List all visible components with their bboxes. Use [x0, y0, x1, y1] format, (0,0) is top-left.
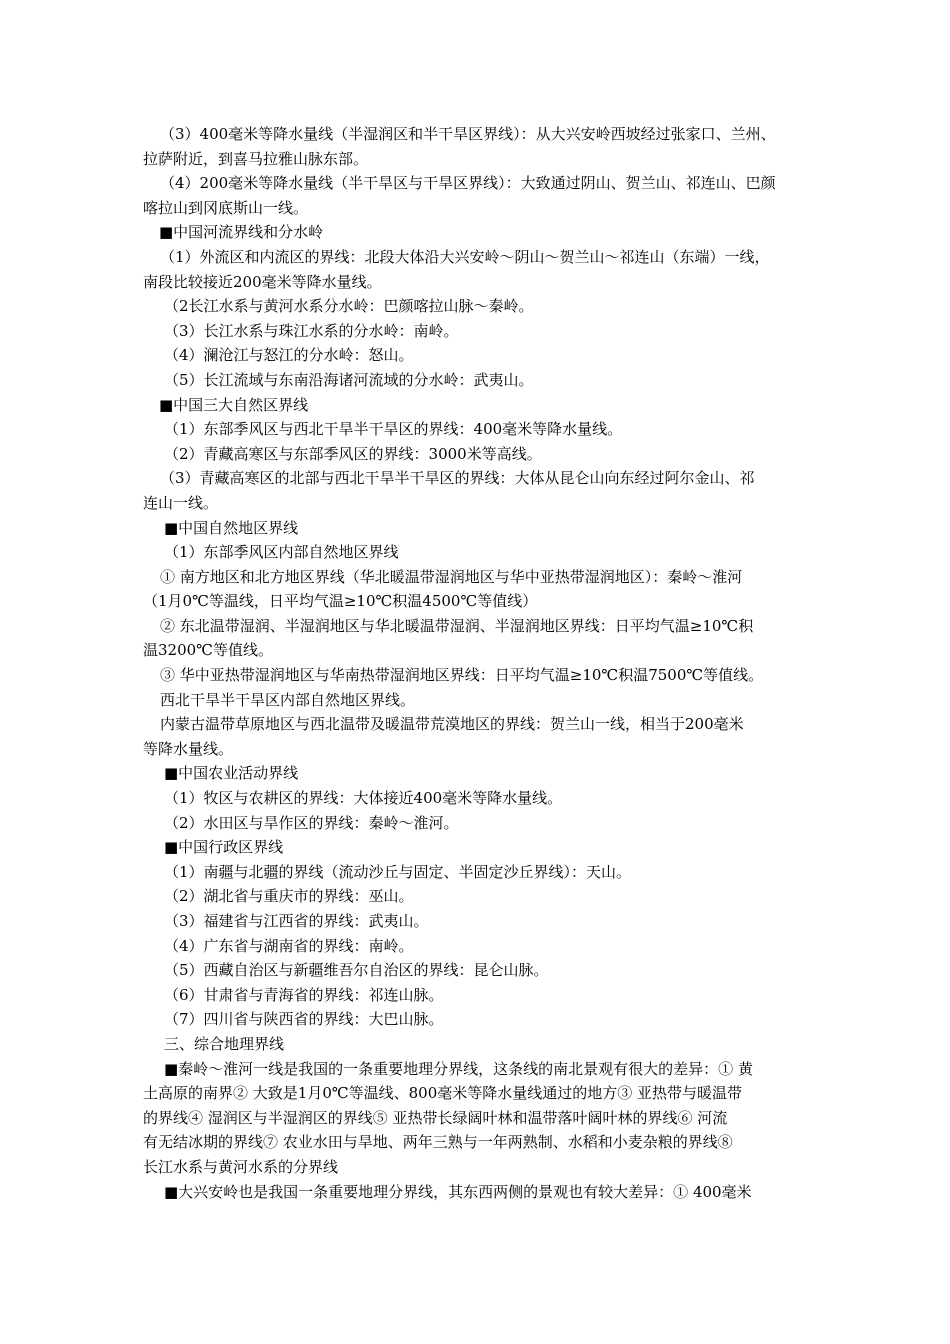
text-line: （6）甘肃省与青海省的界线：祁连山脉。 — [164, 985, 444, 1004]
text-line: 喀拉山到冈底斯山一线。 — [143, 198, 309, 217]
text-line: （1）牧区与农耕区的界线：大体接近400毫米等降水量线。 — [164, 789, 563, 808]
text-line: ① 南方地区和北方地区界线（华北暖温带湿润地区与华中亚热带湿润地区）：秦岭～淮河 — [160, 567, 743, 586]
text-line: （5）西藏自治区与新疆维吾尔自治区的界线：昆仑山脉。 — [164, 961, 549, 980]
text-line: （2）青藏高寒区与东部季风区的界线：3000米等高线。 — [164, 444, 542, 463]
text-line: 长江水系与黄河水系的分界线 — [143, 1157, 339, 1176]
text-line: （3）400毫米等降水量线（半湿润区和半干旱区界线）：从大兴安岭西坡经过张家口、兰州、 — [160, 125, 776, 143]
text-line: 三、综合地理界线 — [164, 1034, 285, 1053]
text-line: （3）长江水系与珠江水系的分水岭：南岭。 — [164, 321, 459, 340]
text-line: （4）广东省与湖南省的界线：南岭。 — [164, 936, 414, 955]
text-line: （3）福建省与江西省的界线：武夷山。 — [164, 912, 429, 930]
text-line: （7）四川省与陕西省的界线：大巴山脉。 — [164, 1010, 444, 1029]
text-line: 西北干旱半干旱区内部自然地区界线。 — [160, 690, 416, 709]
text-line: （1月0℃等温线，日平均气温≥10℃积温4500℃等值线） — [143, 592, 538, 611]
text-line: ■秦岭～淮河一线是我国的一条重要地理分界线，这条线的南北景观有很大的差异：① 黄 — [164, 1059, 753, 1078]
text-line: （2长江水系与黄河水系分水岭：巴颜喀拉山脉～秦岭。 — [164, 297, 534, 316]
text-line: 土高原的南界② 大致是1月0℃等温线、800毫米等降水量线通过的地方③ 亚热带与暖温带 — [143, 1084, 743, 1103]
text-line: （2）湖北省与重庆市的界线：巫山。 — [164, 887, 414, 906]
text-line: 拉萨附近，到喜马拉雅山脉东部。 — [143, 149, 369, 168]
text-line: （4）澜沧江与怒江的分水岭：怒山。 — [164, 346, 414, 365]
text-line: ■大兴安岭也是我国一条重要地理分界线，其东西两侧的景观也有较大差异：① 400毫米 — [164, 1182, 752, 1201]
text-line: （4）200毫米等降水量线（半干旱区与干旱区界线）：大致通过阴山、贺兰山、祁连山、巴颜 — [160, 174, 776, 193]
text-line: （1）东部季风区与西北干旱半干旱区的界线：400毫米等降水量线。 — [164, 420, 623, 439]
text-line: ■中国农业活动界线 — [164, 764, 299, 783]
text-line: 等降水量线。 — [143, 739, 234, 758]
text-line: 南段比较接近200毫米等降水量线。 — [143, 272, 382, 291]
text-line: ■中国三大自然区界线 — [159, 395, 309, 414]
text-line: 内蒙古温带草原地区与西北温带及暖温带荒漠地区的界线：贺兰山一线，相当于200毫米 — [160, 715, 744, 734]
text-line: （3）青藏高寒区的北部与西北干旱半干旱区的界线：大体从昆仑山向东经过阿尔金山、祁 — [160, 469, 755, 488]
text-line: （1）南疆与北疆的界线（流动沙丘与固定、半固定沙丘界线）：天山。 — [164, 862, 632, 881]
text-line: ③ 华中亚热带湿润地区与华南热带湿润地区界线：日平均气温≥10℃积温7500℃等值线。 — [160, 666, 764, 685]
text-line: （1）东部季风区内部自然地区界线 — [164, 543, 399, 562]
text-line: 连山一线。 — [143, 493, 219, 512]
text-line: 的界线④ 湿润区与半湿润区的界线⑤ 亚热带长绿阔叶林和温带落叶阔叶林的界线⑥ 河流 — [143, 1108, 728, 1127]
text-line: ② 东北温带湿润、半湿润地区与华北暖温带湿润、半湿润地区界线：日平均气温≥10℃积 — [160, 616, 754, 635]
text-line: 温3200℃等值线。 — [143, 641, 273, 660]
text-line: （5）长江流域与东南沿海诸河流域的分水岭：武夷山。 — [164, 370, 534, 389]
text-line: ■中国自然地区界线 — [164, 518, 299, 537]
text-line: ■中国行政区界线 — [164, 838, 284, 857]
document-body — [143, 122, 815, 1204]
text-line: 有无结冰期的界线⑦ 农业水田与旱地、两年三熟与一年两熟制、水稻和小麦杂粮的界线⑧ — [143, 1133, 733, 1152]
text-line: （1）外流区和内流区的界线：北段大体沿大兴安岭～阴山～贺兰山～祁连山（东端）一线， — [160, 247, 770, 266]
text-line: ■中国河流界线和分水岭 — [159, 223, 324, 242]
text-line: （2）水田区与旱作区的界线：秦岭～淮河。 — [164, 813, 459, 832]
